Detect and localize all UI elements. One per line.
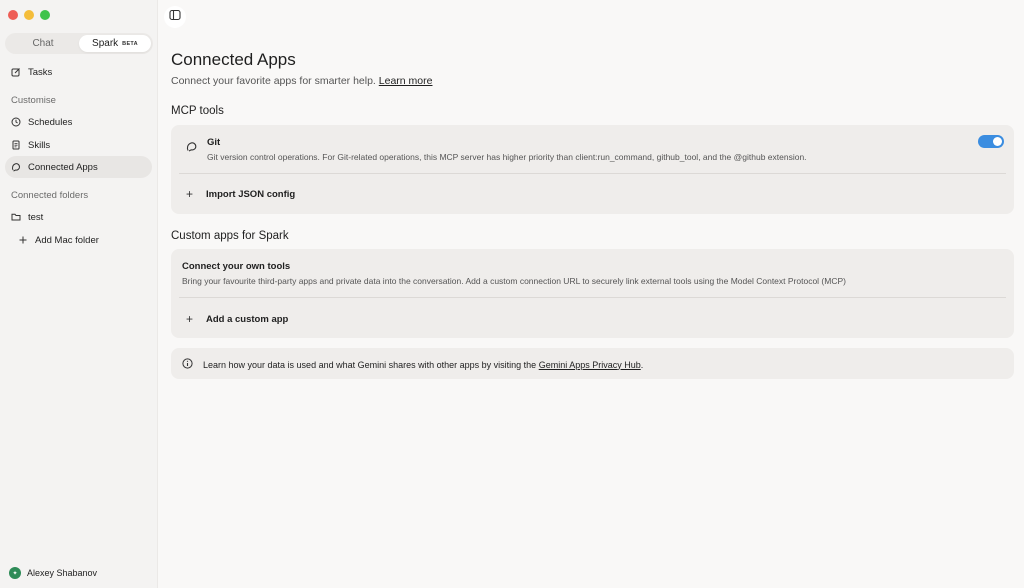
page-title: Connected Apps [171, 50, 296, 69]
sidebar-item-label: Schedules [28, 116, 73, 128]
sidebar-item-skills[interactable] [5, 134, 152, 156]
sidebar-toggle-icon [169, 8, 181, 26]
privacy-hub-link[interactable]: Gemini Apps Privacy Hub [538, 359, 641, 370]
divider [179, 173, 1006, 174]
privacy-info-row [182, 358, 643, 371]
close-window-button[interactable] [8, 10, 18, 20]
plug-icon [11, 162, 21, 172]
mcp-server-name: Git [207, 137, 221, 148]
main-content [158, 0, 1024, 588]
sidebar-item-connected-apps[interactable] [5, 156, 152, 178]
custom-apps-title: Connect your own tools [182, 261, 291, 272]
page-subtitle [171, 75, 432, 87]
plus-icon: + [186, 187, 194, 201]
clock-icon [11, 117, 21, 127]
plus-icon [18, 235, 28, 245]
sidebar-folder-test[interactable] [5, 206, 152, 228]
plug-icon [186, 139, 197, 157]
git-enabled-toggle[interactable] [978, 135, 1004, 148]
info-icon [182, 358, 193, 371]
privacy-info-card [171, 348, 1014, 379]
learn-more-link[interactable]: Learn more [378, 75, 433, 87]
folder-label: test [28, 211, 44, 223]
sidebar-item-tasks[interactable] [5, 61, 152, 83]
import-json-label: Import JSON config [206, 188, 296, 200]
import-json-config-button[interactable] [186, 187, 295, 201]
add-custom-app-button[interactable] [186, 312, 288, 326]
zoom-window-button[interactable] [40, 10, 50, 20]
edit-icon [11, 67, 21, 77]
privacy-text: Learn how your data is used and what Gemini shares with other apps by visiting the [203, 359, 537, 370]
user-profile[interactable] [9, 567, 97, 579]
mode-spark-tab[interactable] [79, 35, 151, 52]
connected-folders-label: Connected folders [11, 190, 89, 201]
subtitle-text: Connect your favorite apps for smarter help. [171, 75, 376, 87]
mcp-server-description: Git version control operations. For Git-related operations, this MCP server has higher priority than client:run_command, github_tool, and the @github extension. [207, 152, 807, 162]
sidebar-item-label: Connected Apps [28, 161, 98, 173]
beta-badge: BETA [122, 40, 138, 47]
add-custom-app-label: Add a custom app [206, 313, 289, 325]
avatar: ✦ [9, 567, 21, 579]
divider [179, 297, 1006, 298]
mcp-tools-heading: MCP tools [171, 105, 224, 117]
minimize-window-button[interactable] [24, 10, 34, 20]
add-folder-label: Add Mac folder [35, 234, 99, 246]
customise-section-label: Customise [11, 95, 56, 106]
custom-apps-card [171, 249, 1014, 338]
add-mac-folder-button[interactable] [5, 229, 152, 251]
mode-chat-tab[interactable] [7, 35, 79, 52]
user-name: Alexey Shabanov [27, 568, 98, 578]
sidebar-item-label: Tasks [28, 66, 53, 78]
sidebar-toggle-button[interactable] [164, 6, 186, 28]
sidebar [0, 0, 158, 588]
plus-icon: + [186, 312, 194, 326]
folder-icon [11, 212, 21, 222]
custom-apps-description: Bring your favourite third-party apps and private data into the conversation. Add a custom connection URL to securely link external tools using the Model Context Protocol (MCP) [182, 276, 846, 286]
sidebar-item-label: Skills [28, 139, 51, 151]
mcp-tools-card [171, 125, 1014, 214]
mode-spark-label: Spark [92, 38, 119, 49]
sidebar-item-schedules[interactable] [5, 111, 152, 133]
custom-apps-heading: Custom apps for Spark [171, 230, 289, 242]
privacy-info-text [203, 360, 643, 370]
document-icon [11, 140, 21, 150]
window-controls [8, 10, 50, 20]
mode-chat-label: Chat [32, 38, 54, 49]
privacy-suffix: . [640, 359, 644, 370]
mode-switch [5, 33, 153, 54]
